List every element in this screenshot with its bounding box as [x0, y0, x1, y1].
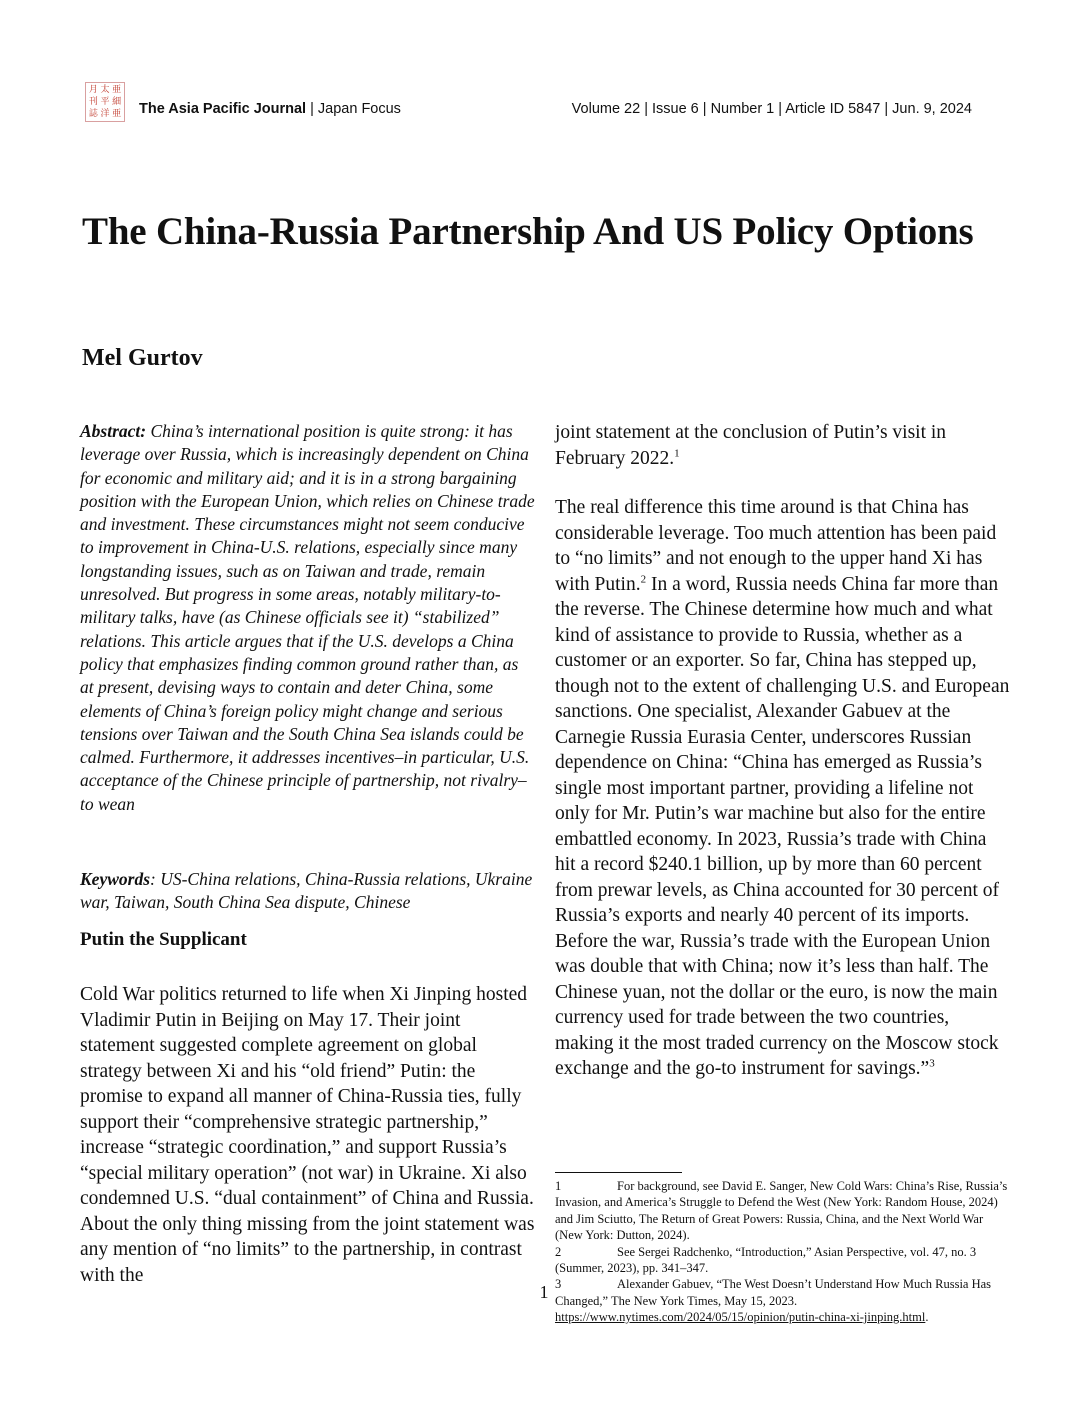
- article-title: The China-Russia Partnership And US Policy Options: [82, 210, 974, 253]
- keywords-text: : US-China relations, China-Russia relations, Ukraine war, Taiwan, South China Sea dispute, Chinese: [80, 869, 533, 912]
- footnote-ref[interactable]: 1: [674, 447, 680, 459]
- issue-info: Volume 22 | Issue 6 | Number 1 | Article ID 5847 | Jun. 9, 2024: [571, 101, 972, 117]
- footnote-ref[interactable]: 2: [640, 573, 647, 585]
- abstract: [80, 420, 535, 816]
- keywords: [80, 868, 535, 914]
- logo-glyph: 刊: [88, 97, 98, 107]
- logo-glyph: 誌: [88, 109, 98, 119]
- journal-name: [139, 101, 401, 117]
- journal-logo: [85, 82, 125, 122]
- abstract-text: China’s international position is quite strong: it has leverage over Russia, which is increasingly dependent on China for economic and military aid; and it is in a strong bargaining position with the European Union, which relies on Chinese trade and investment. These circumstances might not seem conducive to improvement in China-U.S. relations, especially since many longstanding issues, such as on Taiwan and trade, remain unresolved. But progress in some areas, notably military-to-military talks, have (as Chinese officials see it) “stabilized” relations. This article argues that if the U.S. develops a China policy that emphasizes finding common ground rather than, as at present, devising ways to contain and deter China, some elements of China’s foreign policy might change and serious tensions over Taiwan and the South China Sea islands could be calmed. Furthermore, it addresses incentives–in particular, U.S. acceptance of the Chinese principle of partnership, not rivalry– to wean: [80, 421, 535, 814]
- logo-glyph: 月: [88, 85, 98, 95]
- body-paragraph-left: Cold War politics returned to life when Xi Jinping hosted Vladimir Putin in Beijing on May 17. Their joint statement suggested complete agreement on global strategy between Xi and his “old friend” Putin: the promise to expand all manner of China-Russia ties, fully support their “comprehensive strategic partnership,” increase “strategic coordination,” and support Russia’s “special military operation” (not war) in Ukraine. Xi also condemned U.S. “dual containment” of China and Russia. About the only thing missing from the joint statement was any mention of “no limits” to the partnership, in contrast with the: [80, 984, 535, 1286]
- body-paragraph-right-1: [555, 420, 1010, 471]
- footnote: [555, 1244, 1010, 1277]
- journal-section: | Japan Focus: [310, 101, 401, 117]
- logo-glyph: 平: [100, 97, 110, 107]
- footnote-text: See Sergei Radchenko, “Introduction,” Asian Perspective, vol. 47, no. 3 (Summer, 2023), pp. 341–347.: [555, 1244, 977, 1276]
- footnote-link[interactable]: https://www.nytimes.com/2024/05/15/opinion/putin-china-xi-jinping.html: [555, 1310, 926, 1325]
- paragraph-text: In a word, Russia needs China far more than the reverse. The Chinese determine how much and what kind of assistance to provide to Russia, whether as a customer or an exporter. So far, China has stepped up, though not to the extent of challenging U.S. and European sanctions. One specialist, Alexander Gabuev at the Carnegie Russia Eurasia Center, underscores Russian dependence on China: “China has emerged as Russia’s single most important partner, providing a lifeline not only for Mr. Putin’s war machine but also for the entire embattled economy. In 2023, Russia’s trade with China hit a record $240.1 billion, up by more than 60 percent from prewar levels, as China accounted for 30 percent of Russia’s exports and nearly 40 percent of its imports. Before the war, Russia’s trade with the European Union was double that with China; now it’s less than half. The Chinese yuan, not the dollar or the euro, is now the main currency used for trade between the two countries, making it the most traded currency on the Moscow stock exchange and the go-to instrument for savings.”: [555, 573, 1010, 1079]
- body-paragraph-right-2: [555, 495, 1010, 1082]
- keywords-label: Keywords: [80, 869, 150, 889]
- logo-glyph: 亜: [112, 109, 122, 119]
- logo-glyph: 洋: [100, 109, 110, 119]
- footnote-text-end: .: [925, 1310, 929, 1325]
- footnote-text: Alexander Gabuev, “The West Doesn’t Understand How Much Russia Has Changed,” The New York Times, May 15, 2023.: [555, 1277, 992, 1308]
- abstract-label: Abstract:: [80, 421, 147, 441]
- article-author: Mel Gurtov: [82, 345, 203, 371]
- footnote-ref[interactable]: 3: [929, 1057, 935, 1070]
- footnotes: [555, 1178, 1010, 1326]
- page-number: 1: [539, 1282, 549, 1302]
- logo-glyph: 太: [100, 85, 110, 95]
- footnote-number: 3: [555, 1277, 562, 1292]
- paragraph-text: joint statement at the conclusion of Putin’s visit in February 2022.: [555, 422, 947, 469]
- footnote-text: For background, see David E. Sanger, New Cold Wars: China’s Rise, Russia’s Invasion, and America’s Struggle to Defend the West (New York: Random House, 2024) and Jim Sciutto, The Return of Great Powers: Russia, China, and the Next World War (New York: Dutton, 2024).: [555, 1179, 1008, 1243]
- logo-glyph: 亜: [112, 85, 122, 95]
- footnote-number: 2: [555, 1244, 562, 1259]
- paragraph-text: The real difference this time around is that China has considerable leverage. Too much attention has been paid to “no limits” and not enough to the upper hand Xi has with Putin.: [555, 497, 997, 595]
- section-heading: Putin the Supplicant: [80, 929, 247, 950]
- logo-glyph: 細: [112, 97, 122, 107]
- journal-title: The Asia Pacific Journal: [139, 101, 307, 117]
- footnote: [555, 1178, 1010, 1244]
- footnote-divider: [555, 1172, 682, 1173]
- footnote-number: 1: [555, 1179, 562, 1193]
